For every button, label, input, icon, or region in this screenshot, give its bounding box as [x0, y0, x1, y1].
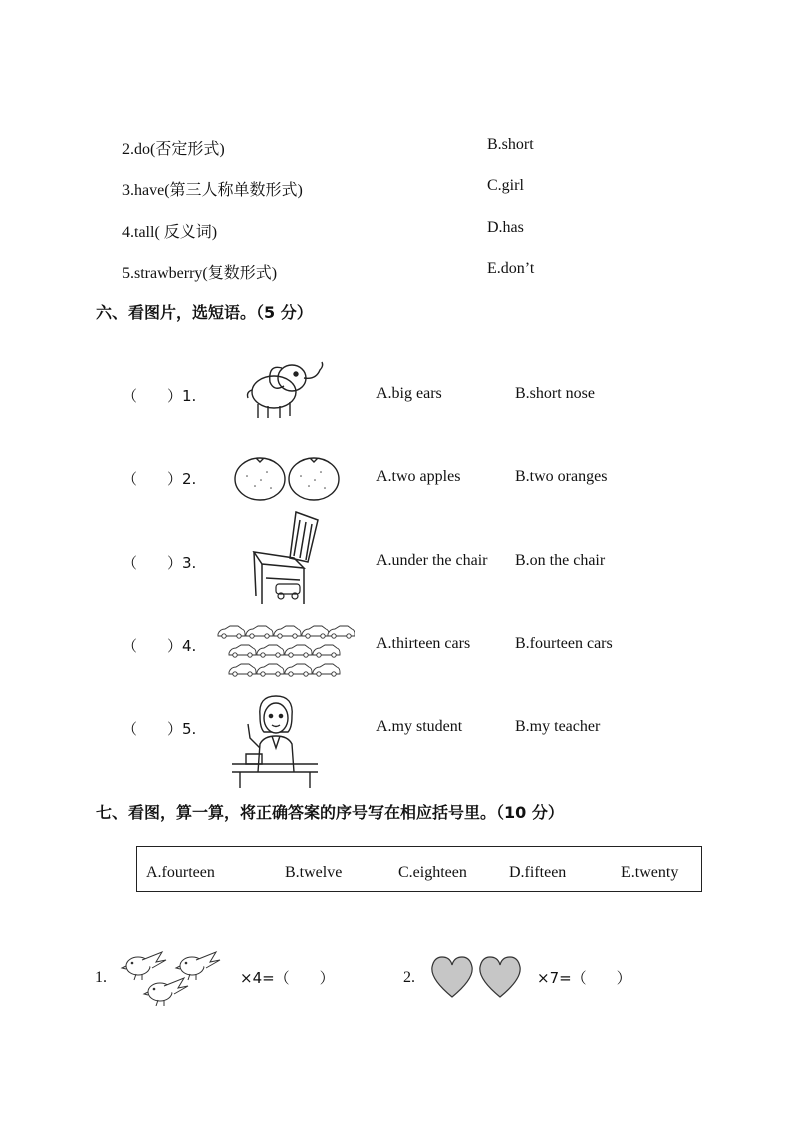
option-a-5: A.my student: [376, 718, 463, 735]
section-6-title: 六、看图片，选短语。（5 分）: [96, 303, 313, 322]
birds-icon: [118, 946, 234, 1006]
matching-left-2: 2.do(否定形式): [122, 141, 225, 158]
oranges-icon: [233, 452, 341, 502]
teacher-icon: [232, 692, 318, 788]
answer-blank-2[interactable]: （ ）2.: [122, 470, 197, 488]
matching-left-5: 5.strawberry(复数形式): [122, 265, 278, 282]
answer-blank-5[interactable]: （ ）5.: [122, 720, 197, 738]
answer-options-box: [136, 846, 702, 892]
option-b-3: B.on the chair: [515, 552, 606, 569]
matching-right-c: C.girl: [487, 177, 524, 194]
chair-icon: [248, 508, 324, 608]
toy-car-icon: [276, 584, 300, 599]
problem-2-formula[interactable]: ×7=（ ）: [537, 969, 632, 987]
answer-blank-1[interactable]: （ ）1.: [122, 387, 197, 405]
problem-1-number: 1.: [95, 969, 107, 986]
option-a-1: A.big ears: [376, 385, 442, 402]
section-7-title: 七、看图，算一算，将正确答案的序号写在相应括号里。（10 分）: [96, 803, 564, 822]
hearts-icon: [430, 955, 524, 999]
answer-blank-3[interactable]: （ ）3.: [122, 554, 197, 572]
option-b-5: B.my teacher: [515, 718, 601, 735]
matching-left-4: 4.tall( 反义词): [122, 224, 218, 241]
option-eighteen: C.eighteen: [398, 864, 467, 881]
option-fifteen: D.fifteen: [509, 864, 567, 881]
option-twelve: B.twelve: [285, 864, 343, 881]
option-twenty: E.twenty: [621, 864, 679, 881]
option-a-2: A.two apples: [376, 468, 461, 485]
elephant-icon: [240, 358, 328, 422]
option-a-3: A.under the chair: [376, 552, 488, 569]
problem-1-formula[interactable]: ×4=（ ）: [240, 969, 335, 987]
problem-2-number: 2.: [403, 969, 415, 986]
matching-right-e: E.don’t: [487, 260, 535, 277]
cars-icon: [215, 622, 355, 680]
option-b-4: B.fourteen cars: [515, 635, 613, 652]
option-a-4: A.thirteen cars: [376, 635, 471, 652]
matching-left-3: 3.have(第三人称单数形式): [122, 182, 303, 199]
option-b-1: B.short nose: [515, 385, 595, 402]
answer-blank-4[interactable]: （ ）4.: [122, 637, 197, 655]
option-b-2: B.two oranges: [515, 468, 608, 485]
option-fourteen: A.fourteen: [146, 864, 215, 881]
matching-right-d: D.has: [487, 219, 524, 236]
matching-right-b: B.short: [487, 136, 534, 153]
